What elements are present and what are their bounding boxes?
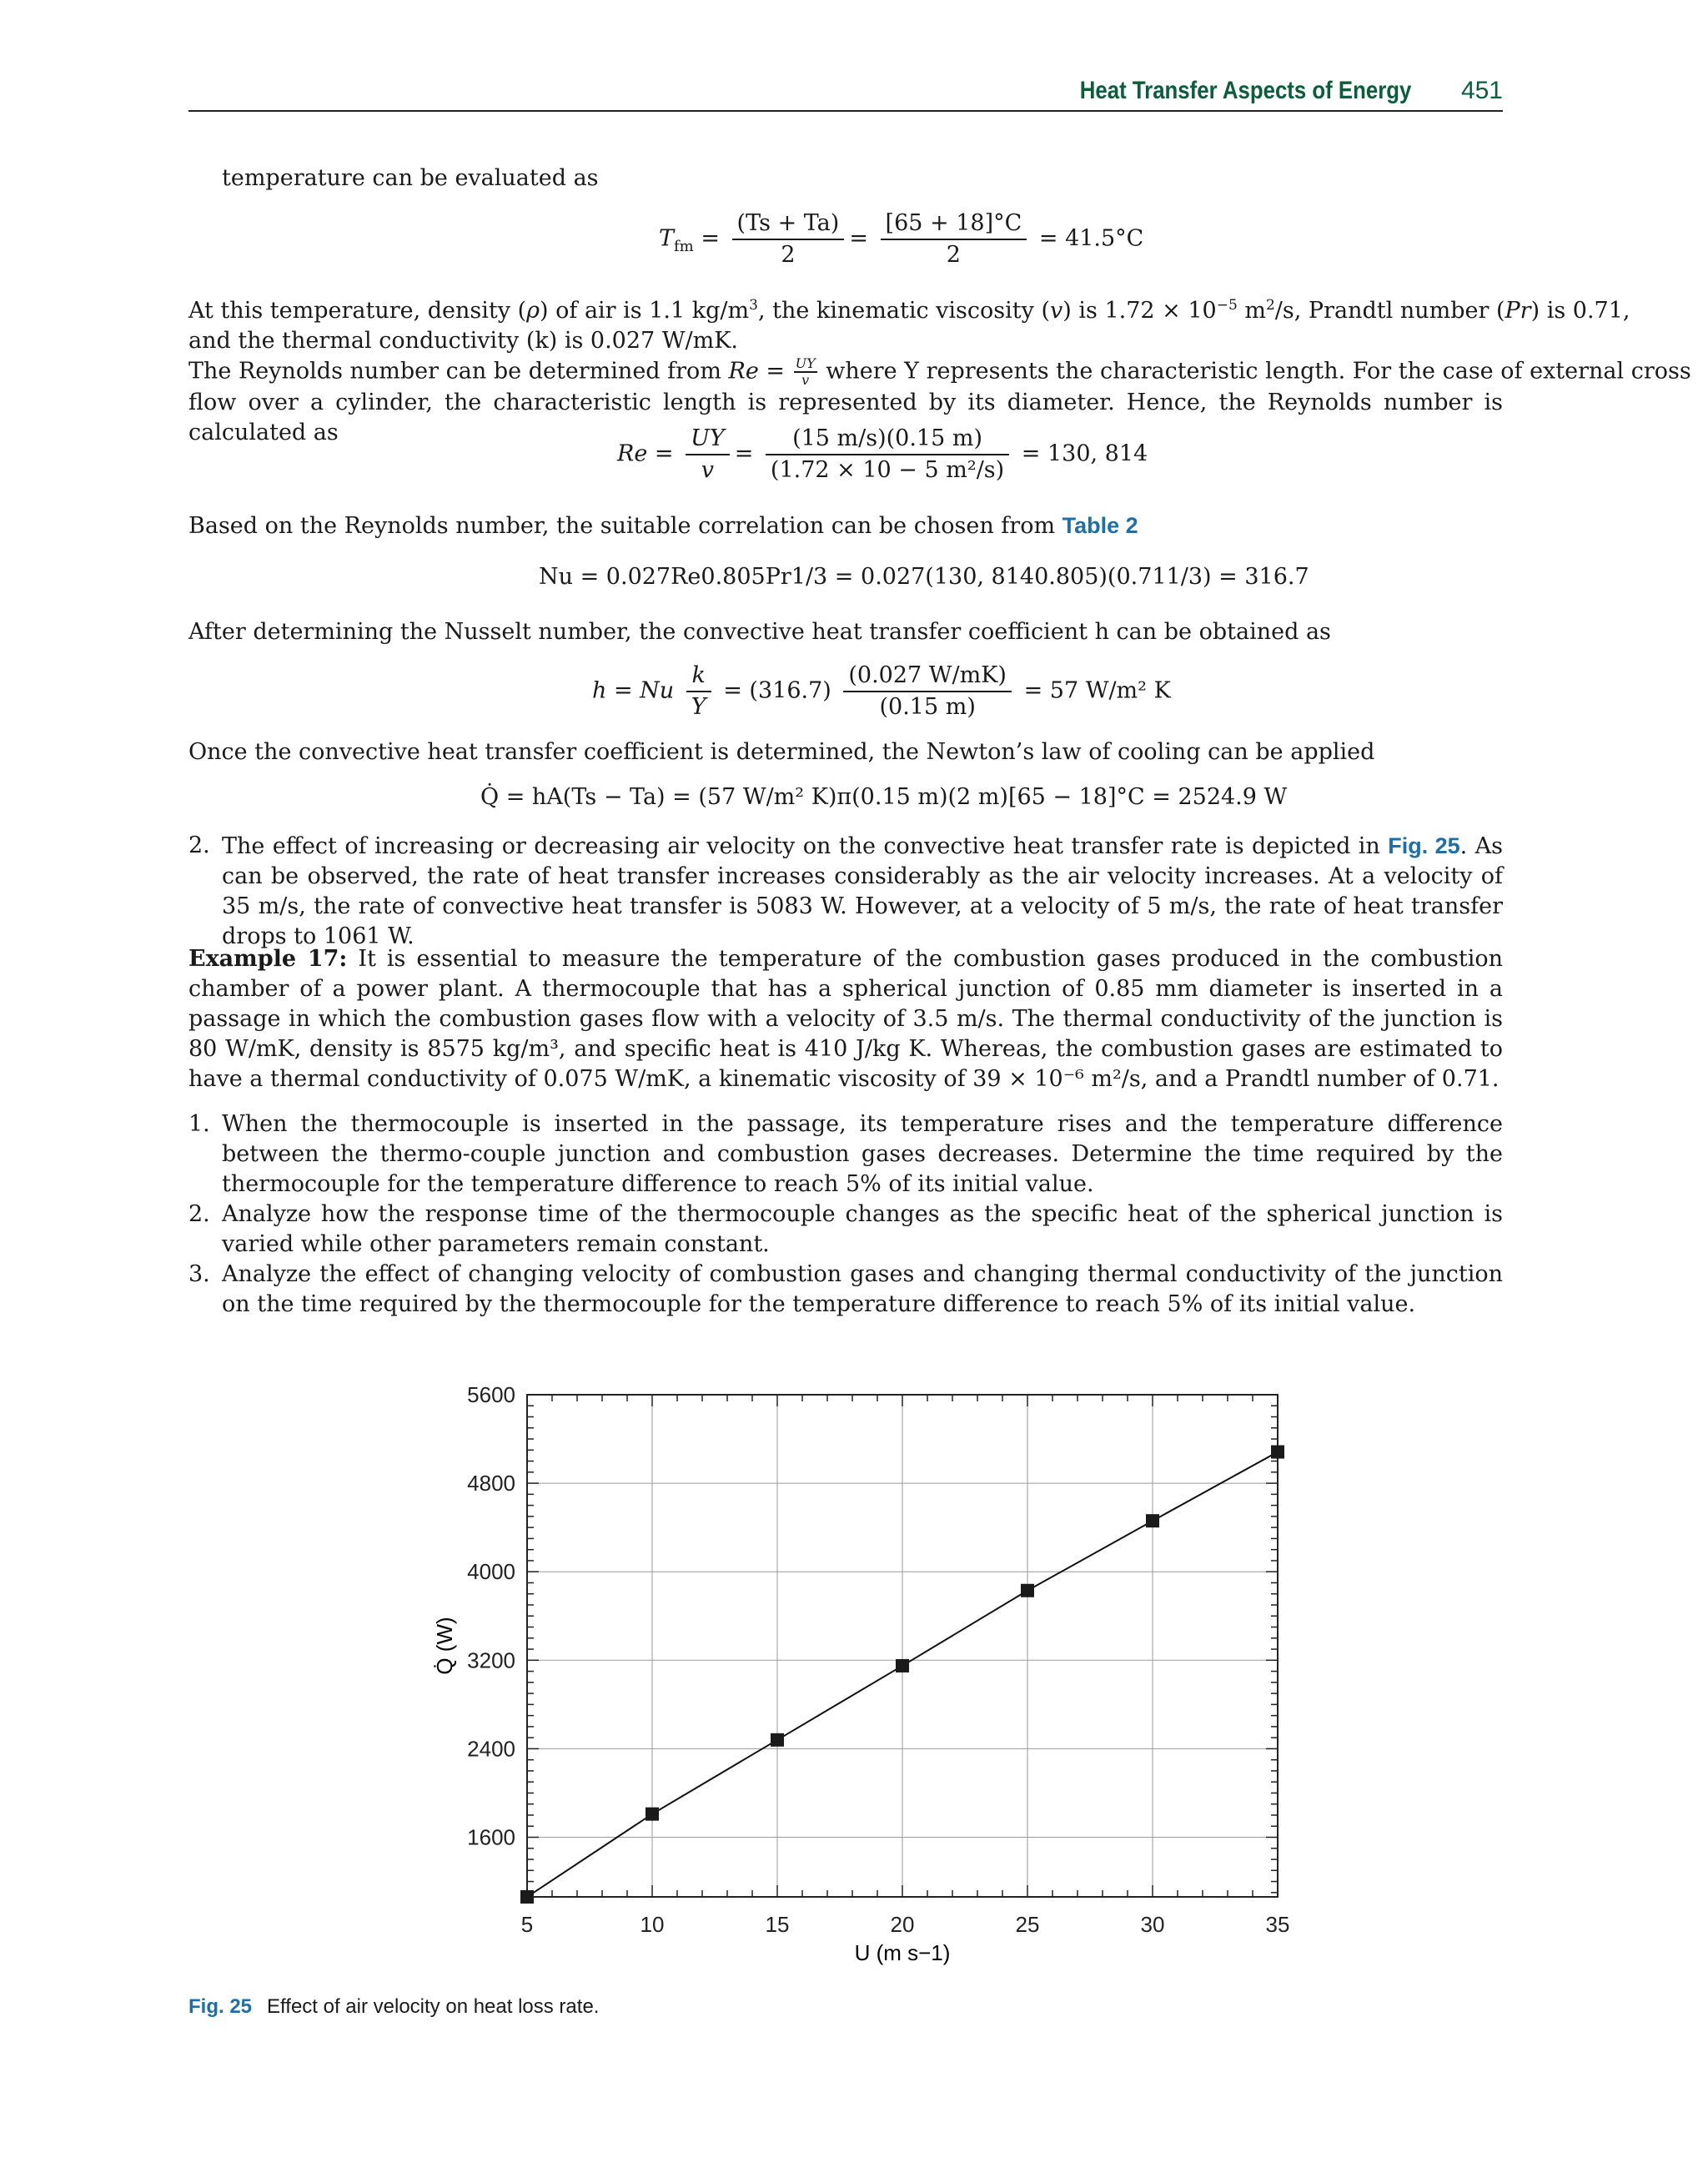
item2-text-b: . As can be observed, the rate of heat transfer increases considerably as the air velocity increases. At a velocity of 35 m/s, the rate of convective heat transfer is 5083 W. However, at a velocity of 5 m/s, the rate of heat transfer drops to 1061 W. [222, 833, 1503, 949]
props-l1d: ) is 1.72 × 10 [1062, 298, 1217, 324]
chart-tick-labels [467, 1382, 1289, 1937]
task-number: 3. [188, 1261, 210, 1287]
y-tick-label: 4800 [467, 1471, 515, 1496]
props-re-a: The Reynolds number can be determined from [188, 358, 729, 385]
example-label: Example 17: [188, 946, 348, 972]
eq-h-den2: (0.15 m) [879, 694, 976, 720]
list-item [188, 1109, 1503, 1200]
eq-re-lhs: Re = [617, 440, 674, 467]
props-nu: v [1050, 298, 1063, 324]
item-number: 2. [188, 832, 210, 858]
correlation-paragraph [188, 511, 1138, 541]
eq-h-mid: = (316.7) [723, 677, 831, 704]
x-tick-label: 30 [1140, 1912, 1165, 1937]
eq-h-num1: k [686, 661, 711, 692]
properties-paragraph: At this temperature, density (ρ) of air is 1.1 $kg/m^3$, the kinematic viscosity (v) is $1.72 \times 10^{-5}$ $m^2/s$, Prandtl number (Pr) is 0.71, and the thermal conductivity (k) is 0.027 W/mK. The Reynolds number can be determined from Re = $\frac{UY}{v}$ where Y represents the characteristic length. For the case of external cross flow over a cylinder, the characteristic length is represented by its diameter. Hence, the Reynolds number is calculated as [188, 290, 1503, 448]
equation-reynolds: Re = $\frac{UY}{v}$ = $\frac{(15 m/s)(0.15 m)}{\text{(1.72 × 10 − 5 m²/s)}}$ = 130, 814 [617, 424, 1148, 485]
equation-h [592, 661, 1171, 722]
x-tick-label: 10 [640, 1912, 665, 1937]
task-number: 1. [188, 1111, 210, 1137]
y-tick-label: 2400 [467, 1736, 515, 1762]
y-tick-label: 5600 [467, 1382, 515, 1407]
item2-text-a: The effect of increasing or decreasing air velocity on the convective heat transfer rate is depicted in [222, 833, 1389, 859]
task-number: 2. [188, 1201, 210, 1227]
eq-h-den1: Y [691, 694, 706, 720]
equation-nusselt: Nu = 0.027Re0.805Pr1/3 = 0.027(130, 8140.805)(0.711/3) = 316.7 [539, 564, 1309, 590]
data-point [520, 1890, 534, 1904]
props-l2: and the thermal conductivity (k) is 0.027 W/mK. [188, 328, 738, 354]
props-l1c: , the kinematic viscosity ( [757, 298, 1050, 324]
props-exp: −5 [1216, 297, 1238, 314]
eq-tfm-result: = 41.5°C [1038, 225, 1144, 252]
task-text: Analyze the effect of changing velocity of combustion gases and changing thermal conductivity of the junction on the time required by the thermocouple for the temperature difference to reach 5% of its initial value. [222, 1261, 1503, 1317]
props-l1b: ) of air is 1.1 kg/m [540, 298, 750, 324]
eq-re-num2: (15 m/s)(0.15 m) [766, 424, 1009, 455]
caption-label: Fig. 25 [188, 1995, 253, 2018]
data-point [1271, 1446, 1284, 1459]
props-l1a: At this temperature, density ( [188, 298, 527, 324]
eq-tfm-lhs-sub: fm [674, 237, 694, 255]
props-pr: Pr [1505, 298, 1531, 324]
result-list [188, 831, 1503, 952]
eq-tfm-den2: 2 [946, 242, 961, 268]
page-number: 451 [1460, 77, 1503, 104]
y-tick-label: 1600 [467, 1824, 515, 1850]
data-point [1021, 1584, 1034, 1597]
eq-h-result: = 57 W/m² K [1023, 677, 1171, 704]
correlation-text: Based on the Reynolds number, the suitable correlation can be chosen from [188, 513, 1062, 539]
eq-tfm-num2: [65 + 18]°C [881, 209, 1027, 240]
list-item [188, 1260, 1503, 1320]
eq-tfm-den1: 2 [781, 242, 796, 268]
eq-re-den1: v [701, 457, 715, 483]
props-re-c: flow over a cylinder, the characteristic length is represented by its diameter. Hence, the Reynolds number is calculated as [188, 390, 1503, 445]
running-title: Heat Transfer Aspects of Energy [1079, 77, 1411, 104]
props-l1g: ) is 0.71, [1530, 298, 1630, 324]
data-point [1146, 1514, 1159, 1527]
y-tick-label: 3200 [467, 1647, 515, 1673]
data-point [771, 1733, 784, 1747]
fig-25-link[interactable]: Fig. 25 [1388, 833, 1460, 858]
task-text: Analyze how the response time of the thermocouple changes as the specific heat of the spherical junction is varied while other parameters remain constant. [222, 1201, 1503, 1257]
eq-tfm-num1: (Ts + Ta) [732, 209, 845, 240]
task-text: When the thermocouple is inserted in the passage, its temperature rises and the temperature difference between the thermo-couple junction and combustion gases decreases. Determine the time required by the thermocouple for the temperature difference to reach 5% of its initial value. [222, 1111, 1503, 1197]
equation-q: Q̇ = hA(Ts − Ta) = (57 W/m² K)π(0.15 m)(2 m)[65 − 18]°C = 2524.9 W [480, 784, 1288, 810]
eq-re-den2: (1.72 × 10 − 5 m²/s) [770, 457, 1005, 483]
x-tick-label: 35 [1265, 1912, 1290, 1937]
y-axis-label: Q̇ (W) [432, 1617, 457, 1675]
eq-h-num2: (0.027 W/mK) [843, 661, 1012, 692]
data-point [646, 1808, 659, 1821]
y-tick-label: 4000 [467, 1559, 515, 1585]
list-item [188, 831, 1503, 952]
example-text: It is essential to measure the temperature of the combustion gases produced in the combustion chamber of a power plant. A thermocouple that has a spherical junction of 0.85 mm diameter is inserted in a passage in which the combustion gases flow with a velocity of 3.5 m/s. The thermal conductivity of the junction is 80 W/mK, density is 8575 kg/m³, and specific heat is 410 J/kg K. Whereas, the combustion gases are estimated to have a thermal conductivity of 0.075 W/mK, a kinematic viscosity of 39 × 10⁻⁶ m²/s, and a Prandtl number of 0.71. [188, 946, 1504, 1092]
eq-tfm-lhs: T [659, 225, 675, 252]
props-l1f: /s, Prandtl number ( [1274, 298, 1505, 324]
example-17 [188, 944, 1503, 1094]
data-point [896, 1659, 909, 1672]
x-tick-label: 20 [890, 1912, 915, 1937]
props-rho: ρ [526, 298, 540, 324]
velocity-heat-chart [400, 1368, 1318, 1969]
intro-text: temperature can be evaluated as [222, 165, 599, 191]
eq-re-result: = 130, 814 [1021, 440, 1148, 467]
newton-paragraph: Once the convective heat transfer coefficient is determined, the Newton’s law of cooling can be applied [188, 739, 1375, 765]
h-paragraph: After determining the Nusselt number, the convective heat transfer coefficient h can be obtained as [188, 619, 1331, 645]
table-2-link[interactable]: Table 2 [1062, 513, 1138, 538]
x-tick-label: 25 [1015, 1912, 1040, 1937]
props-l1e: m [1237, 298, 1266, 324]
eq-re-num1: UY [686, 424, 730, 455]
list-item [188, 1200, 1503, 1260]
running-header [188, 75, 1503, 112]
x-tick-label: 15 [765, 1912, 790, 1937]
x-axis-label: U (m s−1) [854, 1940, 951, 1965]
eq-h-lhs: h = Nu [592, 677, 675, 704]
caption-text: Effect of air velocity on heat loss rate. [267, 1995, 600, 2018]
task-list [188, 1109, 1503, 1320]
figure-caption [188, 1995, 599, 2019]
props-re-b: where Y represents the characteristic length. For the case of external cross [818, 358, 1691, 385]
equation-tfm: $T_{fm}$ = $\frac{(Ts + Ta)}{2}$ = $\frac{[65 + 18]^\circ C}{2}$ = 41.5°C [659, 209, 1143, 270]
x-tick-label: 5 [520, 1912, 534, 1937]
